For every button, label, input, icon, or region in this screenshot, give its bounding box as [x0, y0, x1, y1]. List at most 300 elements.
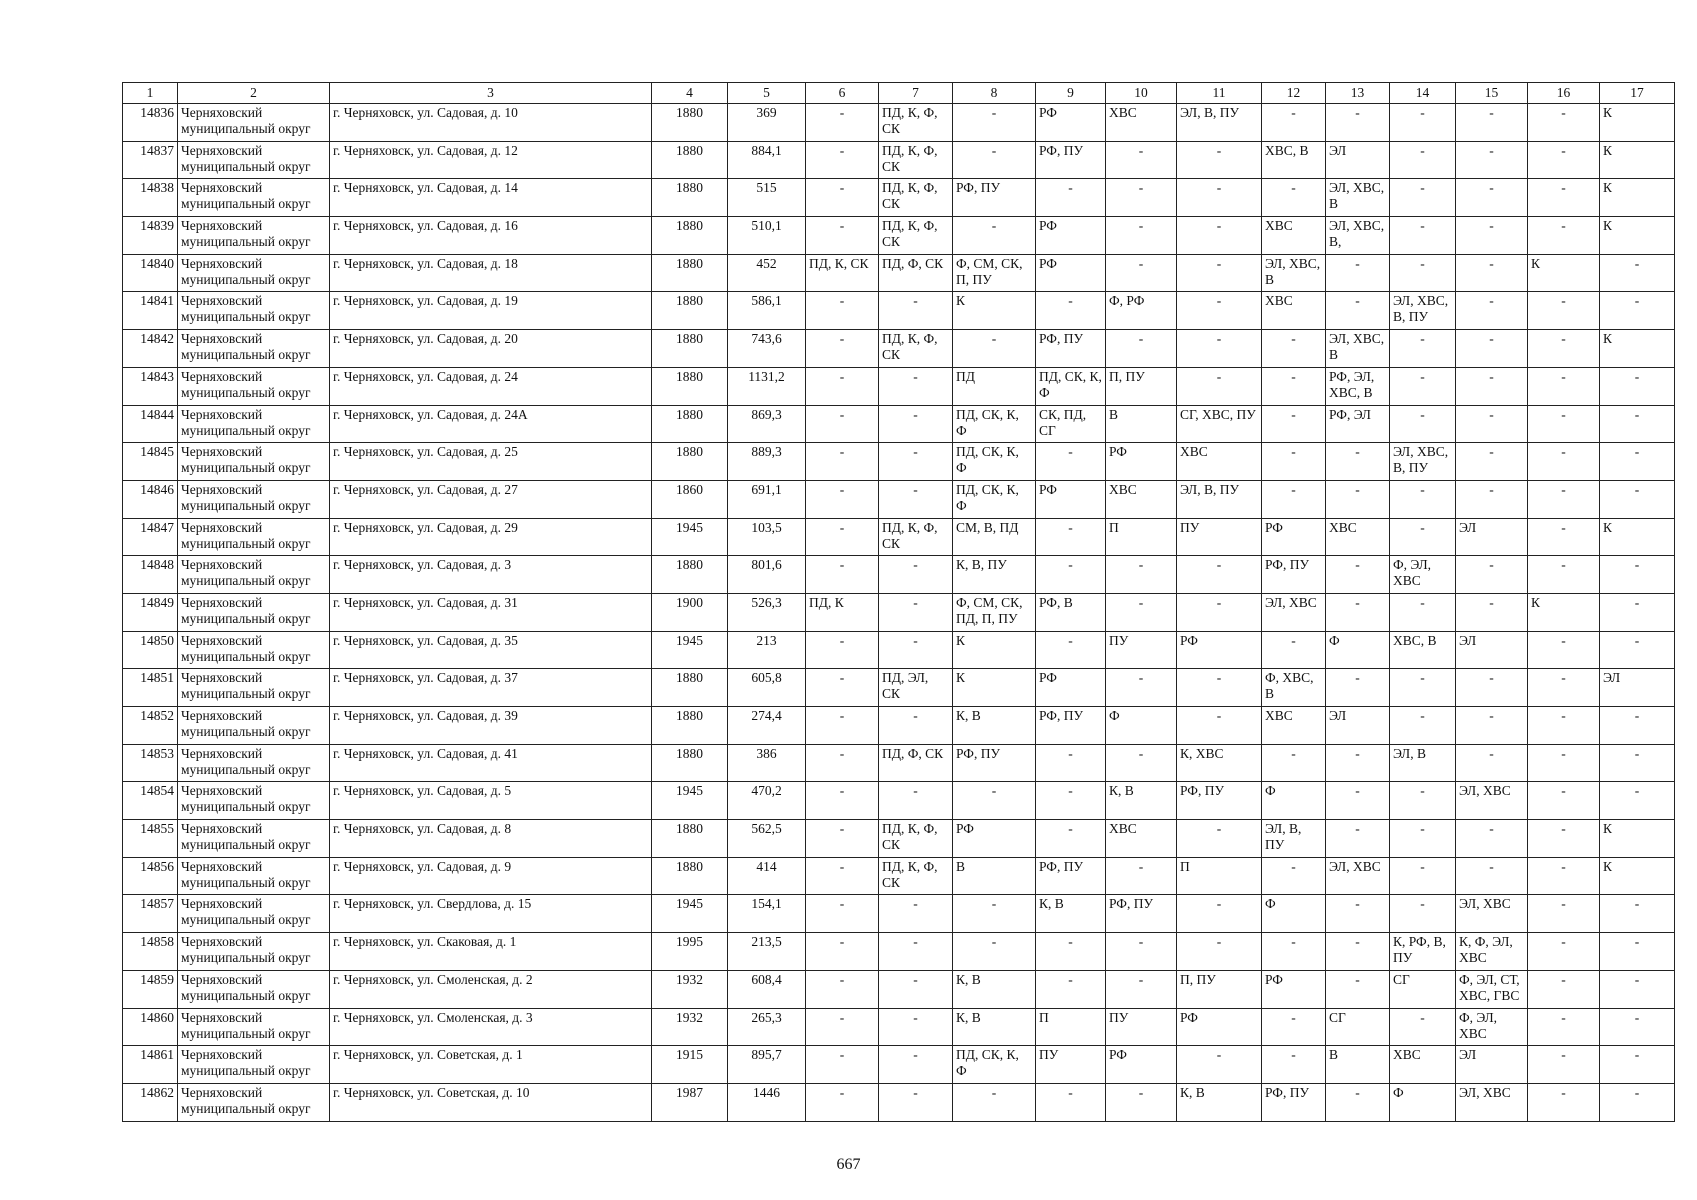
table-cell-col-8: К	[953, 292, 1036, 330]
table-cell-col-1: 14842	[123, 330, 178, 368]
table-cell-col-4: 1900	[652, 593, 728, 631]
table-cell-col-11: РФ, ПУ	[1177, 782, 1262, 820]
table-cell-col-3: г. Черняховск, ул. Садовая, д. 19	[330, 292, 652, 330]
table-cell-col-4: 1880	[652, 292, 728, 330]
table-cell-col-9: -	[1036, 782, 1106, 820]
table-cell-col-17: -	[1600, 707, 1675, 745]
table-cell-col-14: -	[1390, 480, 1456, 518]
table-cell-col-14: -	[1390, 593, 1456, 631]
table-cell-col-7: -	[879, 1008, 953, 1046]
table-cell-col-15: -	[1456, 405, 1528, 443]
table-cell-col-1: 14846	[123, 480, 178, 518]
table-cell-col-2: Черняховский муниципальный округ	[178, 141, 330, 179]
table-cell-col-15: Ф, ЭЛ, СТ, ХВС, ГВС	[1456, 970, 1528, 1008]
table-cell-col-13: ЭЛ, ХВС, В	[1326, 179, 1390, 217]
table-cell-col-13: -	[1326, 593, 1390, 631]
table-cell-col-13: -	[1326, 933, 1390, 971]
table-cell-col-17: К	[1600, 820, 1675, 858]
column-header-2: 2	[178, 83, 330, 104]
column-header-10: 10	[1106, 83, 1177, 104]
table-cell-col-6: -	[806, 556, 879, 594]
table-cell-col-10: РФ, ПУ	[1106, 895, 1177, 933]
table-cell-col-3: г. Черняховск, ул. Садовая, д. 8	[330, 820, 652, 858]
table-cell-col-16: -	[1528, 669, 1600, 707]
table-cell-col-9: РФ, В	[1036, 593, 1106, 631]
table-cell-col-6: -	[806, 292, 879, 330]
table-cell-col-9: -	[1036, 970, 1106, 1008]
column-header-13: 13	[1326, 83, 1390, 104]
table-cell-col-11: П	[1177, 857, 1262, 895]
table-cell-col-12: РФ, ПУ	[1262, 1083, 1326, 1121]
table-cell-col-7: ПД, К, Ф, СК	[879, 330, 953, 368]
table-cell-col-11: ХВС	[1177, 443, 1262, 481]
table-cell-col-15: -	[1456, 141, 1528, 179]
table-cell-col-5: 801,6	[728, 556, 806, 594]
table-row	[123, 1008, 1675, 1046]
table-cell-col-13: РФ, ЭЛ, ХВС, В	[1326, 367, 1390, 405]
table-cell-col-16: -	[1528, 556, 1600, 594]
table-cell-col-7: ПД, К, Ф, СК	[879, 217, 953, 255]
table-cell-col-17: -	[1600, 556, 1675, 594]
table-cell-col-14: Ф	[1390, 1083, 1456, 1121]
table-cell-col-12: ХВС	[1262, 707, 1326, 745]
table-cell-col-14: ХВС	[1390, 1046, 1456, 1084]
table-cell-col-11: -	[1177, 707, 1262, 745]
column-header-17: 17	[1600, 83, 1675, 104]
table-cell-col-13: ХВС	[1326, 518, 1390, 556]
table-cell-col-11: СГ, ХВС, ПУ	[1177, 405, 1262, 443]
table-cell-col-14: -	[1390, 254, 1456, 292]
table-cell-col-14: -	[1390, 857, 1456, 895]
column-header-4: 4	[652, 83, 728, 104]
table-row	[123, 254, 1675, 292]
table-cell-col-9: -	[1036, 933, 1106, 971]
table-cell-col-3: г. Черняховск, ул. Садовая, д. 27	[330, 480, 652, 518]
table-cell-col-3: г. Черняховск, ул. Садовая, д. 18	[330, 254, 652, 292]
table-cell-col-14: -	[1390, 707, 1456, 745]
table-cell-col-11: -	[1177, 367, 1262, 405]
table-cell-col-15: -	[1456, 593, 1528, 631]
table-cell-col-15: -	[1456, 254, 1528, 292]
table-cell-col-15: -	[1456, 367, 1528, 405]
table-cell-col-6: -	[806, 367, 879, 405]
table-cell-col-9: -	[1036, 292, 1106, 330]
table-cell-col-9: ПУ	[1036, 1046, 1106, 1084]
table-cell-col-8: Ф, СМ, СК, ПД, П, ПУ	[953, 593, 1036, 631]
table-cell-col-12: -	[1262, 1008, 1326, 1046]
table-cell-col-16: -	[1528, 104, 1600, 142]
table-cell-col-10: -	[1106, 970, 1177, 1008]
table-row	[123, 292, 1675, 330]
table-cell-col-8: -	[953, 141, 1036, 179]
table-cell-col-1: 14861	[123, 1046, 178, 1084]
table-cell-col-16: -	[1528, 707, 1600, 745]
table-cell-col-3: г. Черняховск, ул. Садовая, д. 12	[330, 141, 652, 179]
table-cell-col-4: 1880	[652, 217, 728, 255]
table-cell-col-10: РФ	[1106, 1046, 1177, 1084]
table-cell-col-5: 103,5	[728, 518, 806, 556]
column-header-9: 9	[1036, 83, 1106, 104]
table-cell-col-6: -	[806, 480, 879, 518]
table-cell-col-2: Черняховский муниципальный округ	[178, 744, 330, 782]
table-row	[123, 1083, 1675, 1121]
table-cell-col-7: -	[879, 895, 953, 933]
table-cell-col-4: 1880	[652, 141, 728, 179]
table-cell-col-2: Черняховский муниципальный округ	[178, 330, 330, 368]
table-cell-col-5: 452	[728, 254, 806, 292]
column-header-14: 14	[1390, 83, 1456, 104]
table-cell-col-11: РФ	[1177, 631, 1262, 669]
table-cell-col-1: 14852	[123, 707, 178, 745]
table-cell-col-17: -	[1600, 895, 1675, 933]
table-row	[123, 669, 1675, 707]
table-row	[123, 330, 1675, 368]
table-cell-col-5: 605,8	[728, 669, 806, 707]
table-cell-col-1: 14860	[123, 1008, 178, 1046]
table-cell-col-16: -	[1528, 1008, 1600, 1046]
table-cell-col-4: 1915	[652, 1046, 728, 1084]
table-cell-col-3: г. Черняховск, ул. Скаковая, д. 1	[330, 933, 652, 971]
table-cell-col-13: -	[1326, 820, 1390, 858]
table-row	[123, 707, 1675, 745]
table-cell-col-5: 510,1	[728, 217, 806, 255]
table-cell-col-4: 1880	[652, 556, 728, 594]
table-cell-col-2: Черняховский муниципальный округ	[178, 443, 330, 481]
table-cell-col-7: -	[879, 970, 953, 1008]
table-cell-col-3: г. Черняховск, ул. Садовая, д. 41	[330, 744, 652, 782]
table-cell-col-15: ЭЛ, ХВС	[1456, 782, 1528, 820]
table-row	[123, 405, 1675, 443]
table-cell-col-6: -	[806, 443, 879, 481]
table-cell-col-3: г. Черняховск, ул. Садовая, д. 16	[330, 217, 652, 255]
table-cell-col-17: -	[1600, 405, 1675, 443]
table-cell-col-15: -	[1456, 217, 1528, 255]
table-cell-col-5: 1131,2	[728, 367, 806, 405]
table-cell-col-17: -	[1600, 254, 1675, 292]
table-cell-col-7: -	[879, 480, 953, 518]
table-cell-col-4: 1945	[652, 631, 728, 669]
table-cell-col-9: -	[1036, 443, 1106, 481]
table-cell-col-6: -	[806, 631, 879, 669]
table-cell-col-7: -	[879, 1046, 953, 1084]
table-cell-col-16: -	[1528, 480, 1600, 518]
table-cell-col-9: РФ, ПУ	[1036, 330, 1106, 368]
table-cell-col-12: -	[1262, 1046, 1326, 1084]
table-cell-col-13: -	[1326, 669, 1390, 707]
table-cell-col-9: РФ	[1036, 669, 1106, 707]
table-cell-col-4: 1880	[652, 707, 728, 745]
table-cell-col-6: -	[806, 1008, 879, 1046]
table-cell-col-6: ПД, К	[806, 593, 879, 631]
table-cell-col-3: г. Черняховск, ул. Смоленская, д. 2	[330, 970, 652, 1008]
table-cell-col-13: СГ	[1326, 1008, 1390, 1046]
table-cell-col-13: -	[1326, 556, 1390, 594]
table-cell-col-11: -	[1177, 669, 1262, 707]
table-cell-col-15: ЭЛ, ХВС	[1456, 1083, 1528, 1121]
table-cell-col-4: 1945	[652, 782, 728, 820]
table-cell-col-17: К	[1600, 857, 1675, 895]
table-cell-col-16: -	[1528, 217, 1600, 255]
table-row	[123, 593, 1675, 631]
table-cell-col-10: ХВС	[1106, 820, 1177, 858]
table-cell-col-12: -	[1262, 443, 1326, 481]
table-cell-col-7: -	[879, 631, 953, 669]
column-header-3: 3	[330, 83, 652, 104]
column-header-15: 15	[1456, 83, 1528, 104]
table-cell-col-2: Черняховский муниципальный округ	[178, 1008, 330, 1046]
table-cell-col-6: -	[806, 104, 879, 142]
table-cell-col-3: г. Черняховск, ул. Садовая, д. 9	[330, 857, 652, 895]
table-cell-col-3: г. Черняховск, ул. Садовая, д. 39	[330, 707, 652, 745]
table-cell-col-14: ХВС, В	[1390, 631, 1456, 669]
table-cell-col-3: г. Черняховск, ул. Советская, д. 10	[330, 1083, 652, 1121]
table-cell-col-8: -	[953, 1083, 1036, 1121]
table-cell-col-5: 386	[728, 744, 806, 782]
table-cell-col-13: ЭЛ, ХВС, В	[1326, 330, 1390, 368]
table-cell-col-10: -	[1106, 141, 1177, 179]
table-cell-col-3: г. Черняховск, ул. Садовая, д. 20	[330, 330, 652, 368]
table-cell-col-13: -	[1326, 782, 1390, 820]
table-cell-col-1: 14859	[123, 970, 178, 1008]
table-cell-col-3: г. Черняховск, ул. Садовая, д. 37	[330, 669, 652, 707]
column-header-7: 7	[879, 83, 953, 104]
table-row	[123, 782, 1675, 820]
table-cell-col-9: СК, ПД, СГ	[1036, 405, 1106, 443]
table-cell-col-3: г. Черняховск, ул. Садовая, д. 24	[330, 367, 652, 405]
table-cell-col-7: -	[879, 782, 953, 820]
table-cell-col-5: 895,7	[728, 1046, 806, 1084]
table-cell-col-15: К, Ф, ЭЛ, ХВС	[1456, 933, 1528, 971]
table-cell-col-10: -	[1106, 1083, 1177, 1121]
table-cell-col-13: ЭЛ	[1326, 707, 1390, 745]
table-row	[123, 141, 1675, 179]
table-cell-col-12: Ф	[1262, 895, 1326, 933]
table-cell-col-10: П	[1106, 518, 1177, 556]
table-cell-col-2: Черняховский муниципальный округ	[178, 104, 330, 142]
table-cell-col-9: -	[1036, 556, 1106, 594]
table-cell-col-9: -	[1036, 179, 1106, 217]
table-cell-col-1: 14858	[123, 933, 178, 971]
table-cell-col-7: ПД, ЭЛ, СК	[879, 669, 953, 707]
table-cell-col-8: -	[953, 895, 1036, 933]
table-cell-col-7: ПД, К, Ф, СК	[879, 179, 953, 217]
table-cell-col-16: -	[1528, 820, 1600, 858]
table-cell-col-5: 526,3	[728, 593, 806, 631]
table-cell-col-17: -	[1600, 480, 1675, 518]
table-cell-col-17: -	[1600, 593, 1675, 631]
table-cell-col-7: ПД, Ф, СК	[879, 744, 953, 782]
table-cell-col-15: ЭЛ, ХВС	[1456, 895, 1528, 933]
table-row	[123, 104, 1675, 142]
table-cell-col-4: 1880	[652, 179, 728, 217]
table-cell-col-11: -	[1177, 1046, 1262, 1084]
table-cell-col-12: ЭЛ, ХВС, В	[1262, 254, 1326, 292]
table-cell-col-2: Черняховский муниципальный округ	[178, 707, 330, 745]
table-cell-col-2: Черняховский муниципальный округ	[178, 782, 330, 820]
table-cell-col-6: -	[806, 518, 879, 556]
table-cell-col-11: П, ПУ	[1177, 970, 1262, 1008]
table-cell-col-6: -	[806, 707, 879, 745]
table-cell-col-2: Черняховский муниципальный округ	[178, 1046, 330, 1084]
table-row	[123, 179, 1675, 217]
table-cell-col-10: -	[1106, 556, 1177, 594]
table-cell-col-13: -	[1326, 292, 1390, 330]
table-cell-col-7: ПД, К, Ф, СК	[879, 141, 953, 179]
table-cell-col-7: ПД, Ф, СК	[879, 254, 953, 292]
table-row	[123, 631, 1675, 669]
table-cell-col-5: 265,3	[728, 1008, 806, 1046]
table-row	[123, 556, 1675, 594]
table-cell-col-10: -	[1106, 669, 1177, 707]
table-cell-col-11: -	[1177, 820, 1262, 858]
table-cell-col-7: ПД, К, Ф, СК	[879, 857, 953, 895]
table-cell-col-9: К, В	[1036, 895, 1106, 933]
table-cell-col-11: ЭЛ, В, ПУ	[1177, 480, 1262, 518]
table-cell-col-10: -	[1106, 330, 1177, 368]
table-cell-col-5: 691,1	[728, 480, 806, 518]
table-cell-col-17: -	[1600, 1046, 1675, 1084]
table-cell-col-16: -	[1528, 895, 1600, 933]
table-cell-col-1: 14850	[123, 631, 178, 669]
table-cell-col-8: СМ, В, ПД	[953, 518, 1036, 556]
table-cell-col-8: К, В	[953, 970, 1036, 1008]
table-cell-col-11: -	[1177, 330, 1262, 368]
table-cell-col-10: -	[1106, 254, 1177, 292]
table-cell-col-14: -	[1390, 782, 1456, 820]
table-cell-col-2: Черняховский муниципальный округ	[178, 367, 330, 405]
table-cell-col-16: -	[1528, 744, 1600, 782]
table-cell-col-8: ПД, СК, К, Ф	[953, 405, 1036, 443]
table-cell-col-12: -	[1262, 933, 1326, 971]
table-cell-col-4: 1880	[652, 367, 728, 405]
table-cell-col-12: -	[1262, 744, 1326, 782]
table-cell-col-11: -	[1177, 254, 1262, 292]
table-cell-col-2: Черняховский муниципальный округ	[178, 820, 330, 858]
table-cell-col-16: -	[1528, 1083, 1600, 1121]
table-cell-col-17: -	[1600, 970, 1675, 1008]
table-cell-col-12: ЭЛ, ХВС	[1262, 593, 1326, 631]
table-cell-col-12: РФ, ПУ	[1262, 556, 1326, 594]
table-cell-col-10: ХВС	[1106, 480, 1177, 518]
table-cell-col-15: ЭЛ	[1456, 518, 1528, 556]
table-cell-col-7: -	[879, 443, 953, 481]
table-cell-col-2: Черняховский муниципальный округ	[178, 518, 330, 556]
table-cell-col-9: РФ	[1036, 254, 1106, 292]
table-cell-col-13: ЭЛ	[1326, 141, 1390, 179]
table-cell-col-15: -	[1456, 480, 1528, 518]
table-cell-col-12: ХВС	[1262, 292, 1326, 330]
table-cell-col-2: Черняховский муниципальный округ	[178, 895, 330, 933]
table-row	[123, 857, 1675, 895]
table-cell-col-17: -	[1600, 744, 1675, 782]
table-cell-col-9: -	[1036, 631, 1106, 669]
table-cell-col-1: 14837	[123, 141, 178, 179]
table-cell-col-16: -	[1528, 1046, 1600, 1084]
table-cell-col-3: г. Черняховск, ул. Садовая, д. 29	[330, 518, 652, 556]
table-cell-col-14: ЭЛ, В	[1390, 744, 1456, 782]
table-cell-col-4: 1880	[652, 104, 728, 142]
table-cell-col-4: 1880	[652, 405, 728, 443]
table-cell-col-9: П	[1036, 1008, 1106, 1046]
table-cell-col-13: РФ, ЭЛ	[1326, 405, 1390, 443]
table-cell-col-6: -	[806, 179, 879, 217]
table-cell-col-12: -	[1262, 104, 1326, 142]
table-cell-col-6: -	[806, 217, 879, 255]
table-cell-col-17: К	[1600, 518, 1675, 556]
table-cell-col-9: РФ	[1036, 104, 1106, 142]
table-cell-col-11: ПУ	[1177, 518, 1262, 556]
table-cell-col-8: К	[953, 669, 1036, 707]
table-cell-col-2: Черняховский муниципальный округ	[178, 292, 330, 330]
table-cell-col-14: Ф, ЭЛ, ХВС	[1390, 556, 1456, 594]
table-cell-col-14: -	[1390, 141, 1456, 179]
table-cell-col-11: К, ХВС	[1177, 744, 1262, 782]
table-cell-col-16: -	[1528, 367, 1600, 405]
table-cell-col-16: К	[1528, 593, 1600, 631]
table-row	[123, 744, 1675, 782]
table-cell-col-8: К, В	[953, 707, 1036, 745]
table-cell-col-5: 586,1	[728, 292, 806, 330]
table-cell-col-13: -	[1326, 443, 1390, 481]
table-cell-col-8: В	[953, 857, 1036, 895]
table-cell-col-11: -	[1177, 895, 1262, 933]
table-cell-col-9: РФ	[1036, 480, 1106, 518]
table-cell-col-14: -	[1390, 895, 1456, 933]
table-cell-col-15: ЭЛ	[1456, 1046, 1528, 1084]
table-cell-col-12: Ф, ХВС, В	[1262, 669, 1326, 707]
table-cell-col-1: 14854	[123, 782, 178, 820]
table-cell-col-16: -	[1528, 933, 1600, 971]
table-cell-col-10: Ф	[1106, 707, 1177, 745]
table-cell-col-7: -	[879, 933, 953, 971]
table-cell-col-5: 515	[728, 179, 806, 217]
table-cell-col-3: г. Черняховск, ул. Садовая, д. 3	[330, 556, 652, 594]
table-cell-col-4: 1945	[652, 518, 728, 556]
table-cell-col-4: 1860	[652, 480, 728, 518]
table-cell-col-3: г. Черняховск, ул. Садовая, д. 10	[330, 104, 652, 142]
table-cell-col-5: 154,1	[728, 895, 806, 933]
table-row	[123, 820, 1675, 858]
table-cell-col-6: -	[806, 782, 879, 820]
table-cell-col-15: -	[1456, 292, 1528, 330]
table-cell-col-12: -	[1262, 367, 1326, 405]
table-cell-col-17: К	[1600, 330, 1675, 368]
table-cell-col-6: ПД, К, СК	[806, 254, 879, 292]
table-cell-col-15: -	[1456, 179, 1528, 217]
table-cell-col-14: -	[1390, 669, 1456, 707]
table-cell-col-13: -	[1326, 1083, 1390, 1121]
table-cell-col-15: -	[1456, 330, 1528, 368]
table-cell-col-1: 14847	[123, 518, 178, 556]
table-cell-col-16: -	[1528, 857, 1600, 895]
table-row	[123, 1046, 1675, 1084]
table-cell-col-10: ХВС	[1106, 104, 1177, 142]
column-header-16: 16	[1528, 83, 1600, 104]
table-cell-col-16: -	[1528, 970, 1600, 1008]
table-cell-col-8: РФ, ПУ	[953, 744, 1036, 782]
table-cell-col-16: -	[1528, 141, 1600, 179]
table-cell-col-2: Черняховский муниципальный округ	[178, 556, 330, 594]
table-row	[123, 970, 1675, 1008]
table-row	[123, 367, 1675, 405]
table-cell-col-7: -	[879, 367, 953, 405]
table-cell-col-1: 14857	[123, 895, 178, 933]
table-cell-col-4: 1880	[652, 820, 728, 858]
table-cell-col-13: -	[1326, 254, 1390, 292]
table-cell-col-16: -	[1528, 443, 1600, 481]
table-cell-col-12: ХВС	[1262, 217, 1326, 255]
table-cell-col-5: 274,4	[728, 707, 806, 745]
